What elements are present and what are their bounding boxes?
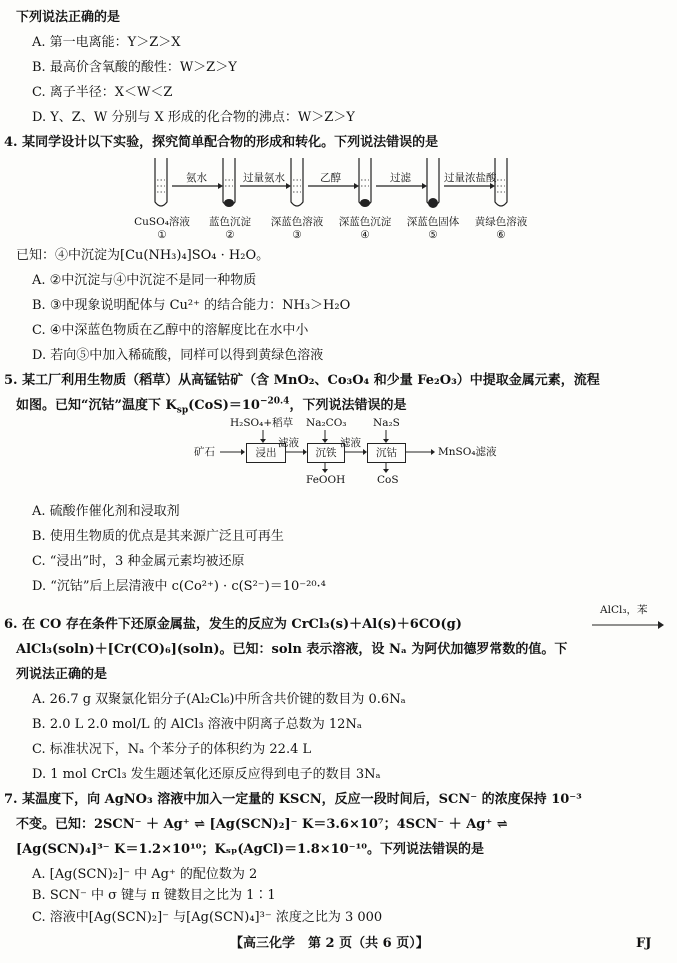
test-tube-2 [223,158,235,206]
flow-output-3: CoS [377,474,399,486]
q5-stem-2: 如图。已知“沉钴”温度下 $K_{sp}(CoS)=10^{-20.4}$，下列说法错误的是 [16,396,407,416]
q4-option-d: D. 若向⑤中加入稀硫酸，同样可以得到黄绿色溶液 [32,348,324,363]
flow-mid-2: 滤液 [340,437,361,449]
deep-blue-solid [428,198,438,208]
tube-label-6: 黄绿色溶液 ⑥ [474,216,528,241]
q5-option-d: D. “沉钴”后上层清液中 c(Co²⁺) · c(S²⁻)＝10⁻²⁰·⁴ [32,579,326,594]
q7-stem-3: [Ag(SCN)₄]³⁻ K＝1.2×10¹⁰；Kₛₚ(AgCl)＝1.8×10⁻¹⁰。下列说法错误的是 [16,842,484,857]
tube-label-2: 蓝色沉淀 ② [209,216,251,241]
q4-option-c: C. ④中深蓝色物质在乙醇中的溶解度比在水中小 [32,323,309,338]
q7-stem-2: 不变。已知：2SCN⁻ ＋ Ag⁺ ⇌ [Ag(SCN)₂]⁻ K＝3.6×10⁷；4SCN⁻ ＋ Ag⁺ ⇌ [16,817,508,832]
arrow-label-3: 乙醇 [320,172,341,184]
test-tube-4 [359,158,371,206]
flow-start: 矿石 [194,446,215,458]
flow-output-2: FeOOH [306,474,346,486]
q6-option-c: C. 标准状况下，Nₐ 个苯分子的体积约为 22.4 L [32,742,312,757]
q6-option-d: D. 1 mol CrCl₃ 发生题述氧化还原反应得到电子的数目 3Nₐ [32,767,381,782]
arrow-label-1: 氨水 [186,172,207,184]
q6-reaction-arrow [590,620,666,630]
q4-stem: 4. 某同学设计以下实验，探究简单配合物的形成和转化。下列说法错误的是 [4,135,439,150]
q6-stem-2: AlCl₃(soln)＋[Cr(CO)₆](soln)。已知：soln 表示溶液，设 Nₐ 为阿伏加德罗常数的值。下 [16,642,568,657]
flow-end: MnSO₄滤液 [438,446,497,458]
q7-option-b: B. SCN⁻ 中 σ 键与 π 键数目之比为 1∶1 [32,888,276,903]
q7-option-a: A. [Ag(SCN)₂]⁻ 中 Ag⁺ 的配位数为 2 [32,867,258,882]
q4-option-a: A. ②中沉淀与④中沉淀不是同一种物质 [32,273,257,288]
tube-label-4: 深蓝色沉淀 ④ [338,216,392,241]
blue-precipitate [224,199,234,207]
q5-stem-1: 5. 某工厂利用生物质（稻草）从高锰钴矿（含 MnO₂、Co₃O₄ 和少量 Fe₂O₃）中提取金属元素，流程 [4,373,600,388]
flow-box-cobalt-precipitation: 沉钴 [367,443,406,463]
q7-option-c: C. 溶液中[Ag(SCN)₂]⁻ 与[Ag(SCN)₄]³⁻ 浓度之比为 3 000 [32,910,383,925]
q5-option-a: A. 硫酸作催化剂和浸取剂 [32,504,180,519]
tube-label-3: 深蓝色溶液 ③ [270,216,324,241]
q6-stem-1: 6. 在 CO 存在条件下还原金属盐，发生的反应为 CrCl₃(s)＋Al(s)＋6CO(g) [4,617,462,632]
footer-code: FJ [636,936,652,951]
q6-arrow-label: AlCl₃，苯 [600,604,648,616]
q4-option-b: B. ③中现象说明配体与 Cu²⁺ 的结合能力：NH₃＞H₂O [32,298,351,313]
flow-box-leaching: 浸出 [246,443,286,463]
flow-box-iron-precipitation: 沉铁 [307,443,345,463]
page-footer: 【高三化学 第 2 页（共 6 页）】 [230,936,429,951]
flow-input-1: H₂SO₄+稻草 [230,417,294,429]
q3-option-c: C. 离子半径：X＜W＜Z [32,85,173,100]
q3-option-b: B. 最高价含氧酸的酸性：W＞Z＞Y [32,60,237,75]
q4-test-tube-diagram [130,156,530,216]
q6-option-a: A. 26.7 g 双聚氯化铝分子(Al₂Cl₆)中所含共价键的数目为 0.6Nₐ [32,692,406,707]
q3-stem: 下列说法正确的是 [16,10,121,25]
deep-blue-precipitate [360,199,370,207]
arrow-label-4: 过滤 [390,172,411,184]
tube-label-5: 深蓝色固体 ⑤ [406,216,460,241]
q5-option-b: B. 使用生物质的优点是其来源广泛且可再生 [32,529,284,544]
test-tube-1 [155,158,167,206]
tube-label-1: CuSO₄溶液 ① [134,216,190,241]
q6-stem-3: 列说法正确的是 [16,667,108,682]
arrow-label-5: 过量浓盐酸 [444,172,497,184]
flow-input-3: Na₂S [373,417,400,429]
q3-option-a: A. 第一电离能：Y＞Z＞X [32,35,181,50]
q5-option-c: C. “浸出”时，3 种金属元素均被还原 [32,554,245,569]
flow-input-2: Na₂CO₃ [306,417,347,429]
q7-stem-1: 7. 某温度下，向 AgNO₃ 溶液中加入一定量的 KSCN，反应一段时间后，SCN⁻ 的浓度保持 10⁻³ [4,792,582,807]
q4-known: 已知：④中沉淀为[Cu(NH₃)₄]SO₄ · H₂O。 [16,248,270,263]
q3-option-d: D. Y、Z、W 分别与 X 形成的化合物的沸点：W＞Z＞Y [32,110,355,125]
arrow-label-2: 过量氨水 [243,172,285,184]
flow-mid-1: 滤液 [278,437,299,449]
q6-option-b: B. 2.0 L 2.0 mol/L 的 AlCl₃ 溶液中阴离子总数为 12Nₐ [32,717,362,732]
test-tube-3 [291,158,303,206]
